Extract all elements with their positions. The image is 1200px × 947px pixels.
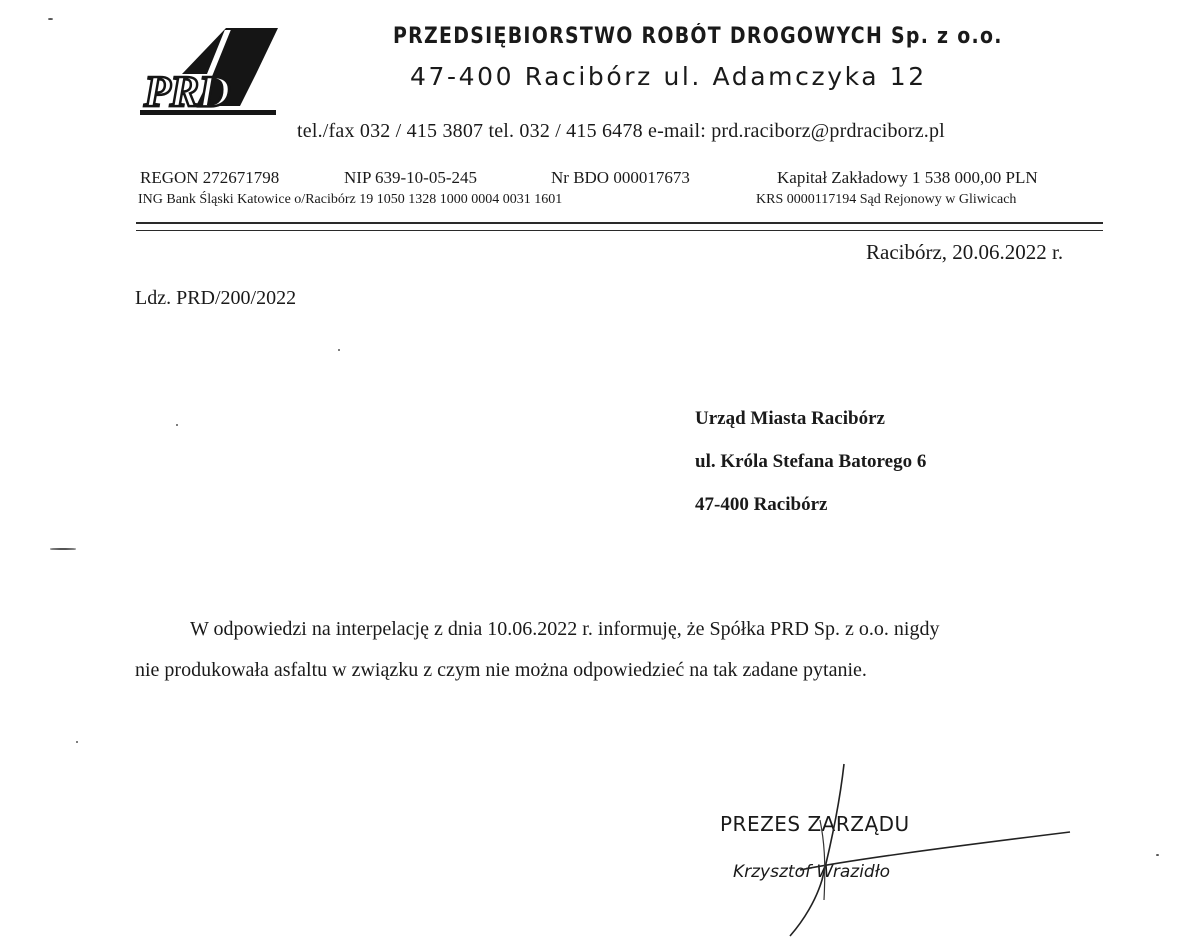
signatory-name: Krzysztof Wrazidło (733, 862, 890, 882)
letter-reference: Ldz. PRD/200/2022 (135, 287, 297, 309)
scan-speck (76, 741, 78, 743)
letterhead-divider-thin (136, 230, 1103, 231)
signatory-title: PREZES ZARZĄDU (720, 812, 910, 836)
company-contacts: tel./fax 032 / 415 3807 tel. 032 / 415 6478 e-mail: prd.raciborz@prdraciborz.pl (297, 120, 945, 142)
recipient-line: Urząd Miasta Racibórz (695, 408, 885, 429)
recipient-line: 47-400 Racibórz (695, 494, 828, 515)
logo-text: PRD (144, 67, 229, 116)
scan-speck (176, 424, 178, 426)
company-logo (138, 22, 280, 120)
handwritten-signature (760, 760, 1090, 940)
company-name: PRZEDSIĘBIORSTWO ROBÓT DROGOWYCH Sp. z o.o. (393, 24, 1003, 49)
company-address: 47-400 Racibórz ul. Adamczyka 12 (410, 62, 927, 91)
scan-speck (50, 548, 76, 550)
body-paragraph-line: nie produkowała asfaltu w związku z czym nie można odpowiedzieć na tak zadane pytanie. (135, 659, 867, 681)
letter-date: Racibórz, 20.06.2022 r. (866, 240, 1064, 264)
scan-speck (1156, 854, 1159, 856)
letterhead-divider (136, 222, 1103, 224)
krs-number: KRS 0000117194 Sąd Rejonowy w Gliwicach (756, 192, 1017, 207)
regon-number: REGON 272671798 (140, 168, 280, 187)
bank-account: ING Bank Śląski Katowice o/Racibórz 19 1050 1328 1000 0004 0031 1601 (138, 192, 563, 207)
bdo-number: Nr BDO 000017673 (551, 168, 690, 187)
nip-number: NIP 639-10-05-245 (344, 168, 477, 187)
body-paragraph-line: W odpowiedzi na interpelację z dnia 10.06.2022 r. informuję, że Spółka PRD Sp. z o.o. nigdy (190, 618, 940, 640)
scan-speck (48, 18, 53, 20)
scan-speck (338, 349, 340, 351)
share-capital: Kapitał Zakładowy 1 538 000,00 PLN (777, 168, 1038, 187)
recipient-line: ul. Króla Stefana Batorego 6 (695, 451, 927, 472)
